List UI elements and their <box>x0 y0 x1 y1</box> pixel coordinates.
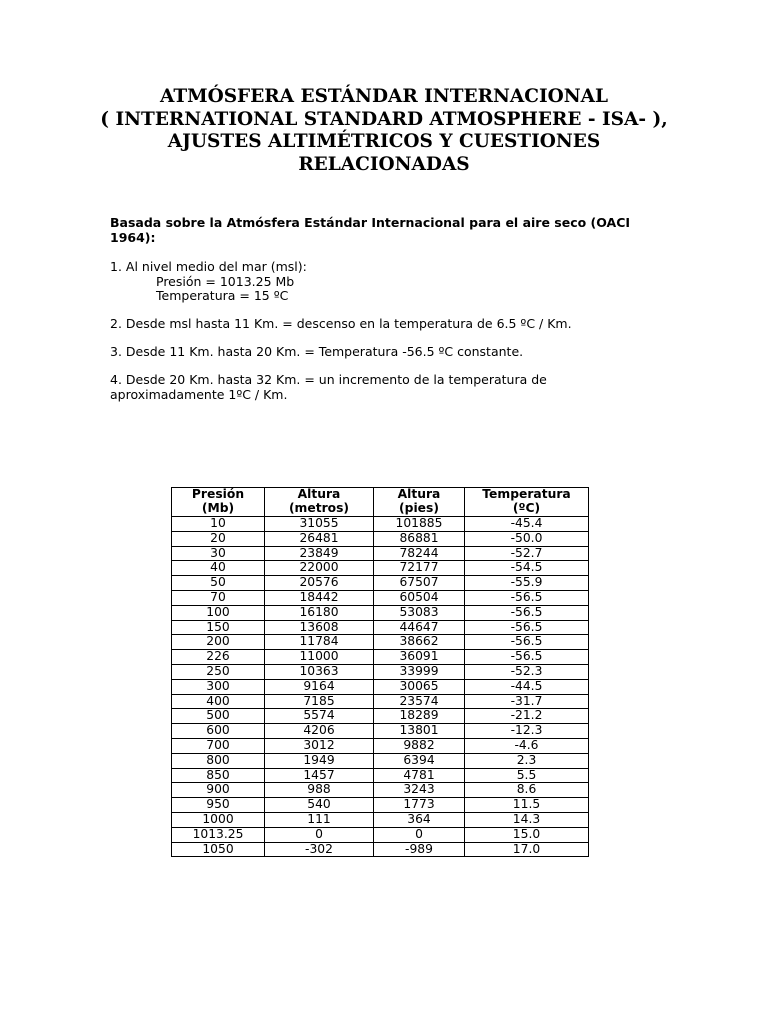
table-row <box>172 576 589 591</box>
cell-temperature: 8.6 <box>465 783 589 798</box>
cell-pressure: 1050 <box>172 842 265 857</box>
header-altitude-feet <box>374 488 465 517</box>
cell-altitude-meters: 10363 <box>265 664 374 679</box>
cell-altitude-feet: 13801 <box>374 724 465 739</box>
cell-altitude-feet: 0 <box>374 827 465 842</box>
cell-altitude-feet: 33999 <box>374 664 465 679</box>
table-row <box>172 635 589 650</box>
item-stratosphere <box>110 373 547 402</box>
intro-paragraph <box>110 216 655 245</box>
cell-temperature: -55.9 <box>465 576 589 591</box>
cell-pressure: 70 <box>172 590 265 605</box>
cell-temperature: 5.5 <box>465 768 589 783</box>
cell-temperature: 14.3 <box>465 812 589 827</box>
cell-temperature: -56.5 <box>465 620 589 635</box>
intro-line: 1964): <box>110 229 156 245</box>
cell-pressure: 30 <box>172 546 265 561</box>
header-temperature <box>465 488 589 517</box>
cell-altitude-meters: 31055 <box>265 517 374 532</box>
intro-line: Basada sobre la Atmósfera Estándar Internacional para el aire seco (OACI <box>110 215 631 230</box>
cell-altitude-feet: -989 <box>374 842 465 857</box>
header-text: Presión <box>191 487 245 502</box>
cell-pressure: 800 <box>172 753 265 768</box>
cell-altitude-feet: 86881 <box>374 531 465 546</box>
cell-altitude-meters: 5574 <box>265 709 374 724</box>
cell-pressure: 20 <box>172 531 265 546</box>
table-row <box>172 517 589 532</box>
cell-altitude-meters: 13608 <box>265 620 374 635</box>
cell-altitude-meters: 16180 <box>265 605 374 620</box>
cell-temperature: -4.6 <box>465 738 589 753</box>
cell-pressure: 10 <box>172 517 265 532</box>
item-text: 3. Desde 11 Km. hasta 20 Km. = Temperatura -56.5 ºC constante. <box>110 344 524 359</box>
cell-altitude-feet: 30065 <box>374 679 465 694</box>
table-row <box>172 650 589 665</box>
table-row <box>172 531 589 546</box>
item-lapse-rate <box>110 317 572 332</box>
cell-altitude-meters: 18442 <box>265 590 374 605</box>
table-row <box>172 605 589 620</box>
item-tropopause <box>110 345 523 360</box>
header-unit: (ºC) <box>512 501 541 515</box>
item-text: aproximadamente 1ºC / Km. <box>110 386 288 402</box>
cell-temperature: -12.3 <box>465 724 589 739</box>
item-temperature: Temperatura = 15 ºC <box>156 288 289 304</box>
cell-altitude-feet: 67507 <box>374 576 465 591</box>
item-text: 4. Desde 20 Km. hasta 32 Km. = un incremento de la temperatura de <box>110 372 547 387</box>
cell-temperature: -45.4 <box>465 517 589 532</box>
cell-altitude-meters: 9164 <box>265 679 374 694</box>
item-text: 2. Desde msl hasta 11 Km. = descenso en la temperatura de 6.5 ºC / Km. <box>110 316 572 331</box>
item-sea-level <box>110 260 307 304</box>
header-pressure <box>172 488 265 517</box>
item-pressure: Presión = 1013.25 Mb <box>156 273 295 289</box>
title-line: AJUSTES ALTIMÉTRICOS Y CUESTIONES <box>167 131 601 152</box>
cell-pressure: 950 <box>172 798 265 813</box>
cell-pressure: 500 <box>172 709 265 724</box>
cell-altitude-feet: 18289 <box>374 709 465 724</box>
document-title <box>60 86 708 176</box>
cell-altitude-meters: 0 <box>265 827 374 842</box>
cell-pressure: 1000 <box>172 812 265 827</box>
cell-altitude-meters: 22000 <box>265 561 374 576</box>
table-row <box>172 620 589 635</box>
table-row <box>172 798 589 813</box>
cell-pressure: 150 <box>172 620 265 635</box>
header-text: Altura <box>397 487 441 502</box>
cell-altitude-feet: 44647 <box>374 620 465 635</box>
cell-temperature: -56.5 <box>465 650 589 665</box>
table-row <box>172 590 589 605</box>
cell-pressure: 50 <box>172 576 265 591</box>
table-row <box>172 546 589 561</box>
cell-temperature: -31.7 <box>465 694 589 709</box>
cell-altitude-meters: 1949 <box>265 753 374 768</box>
table-row <box>172 783 589 798</box>
title-line: ( INTERNATIONAL STANDARD ATMOSPHERE - ISA- ), <box>100 108 668 130</box>
cell-temperature: 11.5 <box>465 798 589 813</box>
cell-temperature: -44.5 <box>465 679 589 694</box>
cell-altitude-meters: -302 <box>265 842 374 857</box>
cell-altitude-feet: 38662 <box>374 635 465 650</box>
cell-pressure: 850 <box>172 768 265 783</box>
cell-altitude-feet: 9882 <box>374 738 465 753</box>
cell-altitude-feet: 6394 <box>374 753 465 768</box>
item-heading: 1. Al nivel medio del mar (msl): <box>110 259 307 274</box>
header-unit: (pies) <box>399 501 439 515</box>
table-header <box>172 488 589 517</box>
cell-altitude-meters: 111 <box>265 812 374 827</box>
cell-pressure: 200 <box>172 635 265 650</box>
cell-altitude-feet: 72177 <box>374 561 465 576</box>
isa-table <box>171 487 589 857</box>
cell-altitude-feet: 364 <box>374 812 465 827</box>
header-text: Temperatura <box>482 487 571 502</box>
cell-temperature: -56.5 <box>465 635 589 650</box>
table-row <box>172 738 589 753</box>
table-body <box>172 517 589 857</box>
cell-altitude-feet: 1773 <box>374 798 465 813</box>
table-row <box>172 694 589 709</box>
cell-altitude-meters: 988 <box>265 783 374 798</box>
cell-temperature: -50.0 <box>465 531 589 546</box>
cell-pressure: 900 <box>172 783 265 798</box>
cell-altitude-meters: 11784 <box>265 635 374 650</box>
title-line: ATMÓSFERA ESTÁNDAR INTERNACIONAL <box>160 86 608 107</box>
cell-altitude-feet: 53083 <box>374 605 465 620</box>
table-row <box>172 768 589 783</box>
cell-altitude-feet: 4781 <box>374 768 465 783</box>
cell-pressure: 40 <box>172 561 265 576</box>
cell-altitude-meters: 7185 <box>265 694 374 709</box>
title-line: RELACIONADAS <box>298 153 470 175</box>
cell-temperature: -56.5 <box>465 605 589 620</box>
cell-altitude-meters: 20576 <box>265 576 374 591</box>
table-row <box>172 724 589 739</box>
cell-altitude-meters: 26481 <box>265 531 374 546</box>
table-row <box>172 842 589 857</box>
cell-altitude-feet: 36091 <box>374 650 465 665</box>
table-row <box>172 679 589 694</box>
cell-temperature: -56.5 <box>465 590 589 605</box>
cell-pressure: 300 <box>172 679 265 694</box>
cell-temperature: -52.3 <box>465 664 589 679</box>
cell-altitude-meters: 540 <box>265 798 374 813</box>
cell-altitude-meters: 23849 <box>265 546 374 561</box>
cell-altitude-feet: 60504 <box>374 590 465 605</box>
cell-temperature: -52.7 <box>465 546 589 561</box>
table-row <box>172 827 589 842</box>
header-unit: (Mb) <box>201 501 235 515</box>
cell-pressure: 1013.25 <box>172 827 265 842</box>
cell-pressure: 100 <box>172 605 265 620</box>
cell-temperature: 15.0 <box>465 827 589 842</box>
cell-altitude-meters: 1457 <box>265 768 374 783</box>
cell-pressure: 600 <box>172 724 265 739</box>
table-row <box>172 709 589 724</box>
cell-altitude-meters: 3012 <box>265 738 374 753</box>
header-altitude-meters <box>265 488 374 517</box>
cell-temperature: -54.5 <box>465 561 589 576</box>
cell-altitude-feet: 3243 <box>374 783 465 798</box>
cell-temperature: 17.0 <box>465 842 589 857</box>
cell-pressure: 250 <box>172 664 265 679</box>
cell-altitude-feet: 101885 <box>374 517 465 532</box>
table-row <box>172 753 589 768</box>
cell-pressure: 226 <box>172 650 265 665</box>
table-row <box>172 812 589 827</box>
cell-altitude-meters: 4206 <box>265 724 374 739</box>
cell-pressure: 400 <box>172 694 265 709</box>
cell-altitude-feet: 23574 <box>374 694 465 709</box>
cell-altitude-feet: 78244 <box>374 546 465 561</box>
cell-temperature: 2.3 <box>465 753 589 768</box>
table-row <box>172 561 589 576</box>
header-unit: (metros) <box>288 501 350 515</box>
table-header-row <box>172 488 589 517</box>
cell-temperature: -21.2 <box>465 709 589 724</box>
cell-altitude-meters: 11000 <box>265 650 374 665</box>
cell-pressure: 700 <box>172 738 265 753</box>
table-row <box>172 664 589 679</box>
header-text: Altura <box>297 487 341 502</box>
